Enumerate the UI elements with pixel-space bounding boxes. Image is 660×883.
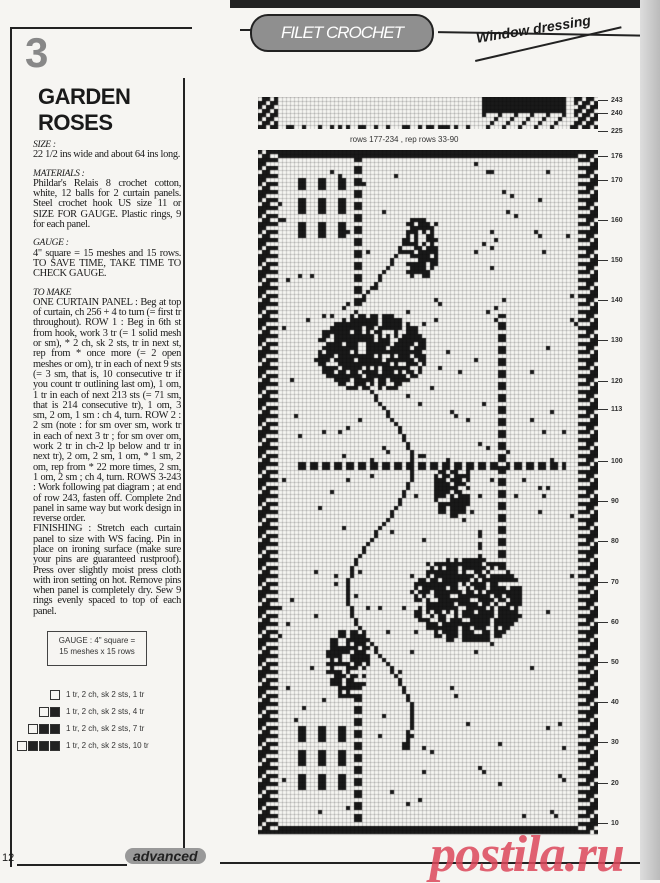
row-label: 50 <box>598 659 619 667</box>
page-number: 12 <box>2 852 15 864</box>
row-label: 113 <box>598 405 622 413</box>
row-label: 243 <box>598 96 623 104</box>
gauge-box <box>47 631 147 666</box>
row-label: 70 <box>598 578 619 586</box>
gauge-text: 4" square = 15 meshes and 15 rows. TO SAVE TIME, TAKE TIME TO CHECK GAUGE. <box>33 247 181 280</box>
row-label: 225 <box>598 127 623 135</box>
row-label: 40 <box>598 699 619 707</box>
row-label: 160 <box>598 216 623 224</box>
row-label: 30 <box>598 739 619 747</box>
diagram-caption: rows 177-234 , rep rows 33-90 <box>350 135 459 144</box>
mesh-swatch-icon <box>27 724 60 734</box>
gauge-heading: GAUGE : <box>33 238 69 249</box>
gauge-line: 15 meshes x 15 rows <box>59 647 135 657</box>
row-label: 120 <box>598 377 623 385</box>
legend-label: 1 tr, 2 ch, sk 2 sts, 10 tr <box>66 741 149 751</box>
pattern-title <box>38 84 130 136</box>
level-badge: advanced <box>125 848 206 864</box>
legend-label: 1 tr, 2 ch, sk 2 sts, 7 tr <box>66 724 145 734</box>
section-subtitle: Window dressing <box>475 11 592 46</box>
row-label: 90 <box>598 498 619 506</box>
tomake-heading: TO MAKE <box>33 287 72 298</box>
tomake-text: ONE CURTAIN PANEL : Beg at top of curtain, ch 256 + 4 to turn (= first tr throughout). ROW 1 : Beg in 6th st from hook, work 3 tr (= 1 solid mesh or sm), * 2 ch, sk 2 sts, tr in next st, rep from * once more (= 2 open meshes or om), tr in each of next 9 sts (= 3 sm, that is, 10 consecutive tr if you count tr outlining last om), 1 om, 1 tr in each of next 213 sts (= 71 sm, that is 214 consecutive tr), 1 om, 3 sm, 2 om, 1 sm : ch 4, turn. ROW 2 : 2 sm (note : for sm over sm, work tr in each of next 3 tr ; for sm over om, work 2 tr in ch-2 lp below and tr in next tr), 2 om, 2 sm, 1 om, * 1 sm, 2 om, rep from * 22 more times, 2 sm, 1 om, 2 sm ; ch 4, turn. ROWS 3-243 : Work following pat diagram ; at end of row 243, fasten off. Complete 2nd panel in same way but work design in reverse order. <box>33 296 181 525</box>
mesh-swatch-icon <box>16 741 60 751</box>
section-title: FILET CROCHET <box>250 14 434 52</box>
title-line: ROSES <box>38 110 113 135</box>
row-label: 80 <box>598 538 619 546</box>
size-heading: SIZE : <box>33 140 56 150</box>
materials-heading: MATERIALS : <box>33 168 85 179</box>
diagram-top-strip <box>258 97 598 129</box>
watermark: postila.ru <box>430 826 624 883</box>
legend-row <box>10 703 170 720</box>
mesh-swatch-icon <box>38 707 60 717</box>
title-line: GARDEN <box>38 84 131 109</box>
pattern-number: 3 <box>25 29 49 76</box>
size-text: 22 1/2 ins wide and about 64 ins long. <box>33 149 181 161</box>
row-label: 170 <box>598 176 623 184</box>
gauge-line: GAUGE : 4" square = <box>58 636 136 646</box>
legend-row <box>10 737 170 754</box>
legend-label: 1 tr, 2 ch, sk 2 sts, 1 tr <box>66 690 145 700</box>
row-label: 60 <box>598 618 619 626</box>
finishing-text: FINISHING : Stretch each curtain panel to size with WS facing. Pin in place on ironing surface (make sure your pins are guaranteed rustproof). Press over slightly moist press cloth with iron setting on hot. Remove pins when panel is completely dry. Sew 9 rings evenly spaced to top of each panel. <box>33 523 181 617</box>
legend-label: 1 tr, 2 ch, sk 2 sts, 4 tr <box>66 707 145 717</box>
row-label: 20 <box>598 779 619 787</box>
row-label: 140 <box>598 297 623 305</box>
instructions <box>33 140 181 617</box>
top-black-bar <box>230 0 660 8</box>
row-label: 150 <box>598 257 623 265</box>
row-label: 240 <box>598 109 623 117</box>
row-label: 176 <box>598 152 623 160</box>
materials-text: Phildar's Relais 8 crochet cotton, white, 12 balls for 2 curtain panels. Steel crochet hook US size 11 or SIZE FOR GAUGE. Plastic rings, 9 for each panel. <box>33 177 181 231</box>
column-rule <box>183 78 185 858</box>
row-label: 100 <box>598 458 623 466</box>
left-column <box>14 140 181 754</box>
row-label: 130 <box>598 337 623 345</box>
filet-chart <box>258 150 598 836</box>
legend-row <box>10 686 170 703</box>
stitch-legend <box>10 686 170 754</box>
row-label: 10 <box>598 819 619 827</box>
mesh-swatch-icon <box>49 690 60 700</box>
legend-row <box>10 720 170 737</box>
page-edge <box>640 0 660 880</box>
frame-rule <box>17 864 127 866</box>
